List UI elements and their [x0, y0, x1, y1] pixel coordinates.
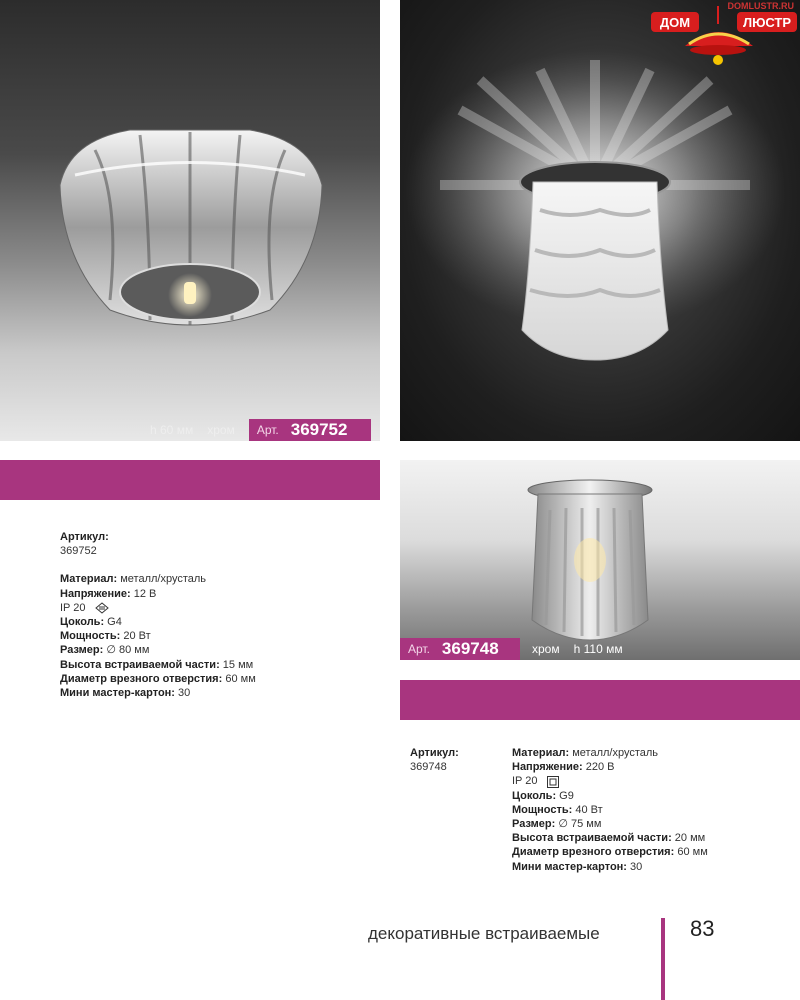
embed-height-label: Высота встраиваемой части:: [512, 832, 672, 845]
power-label: Мощность:: [512, 803, 573, 816]
power-value: 40 Вт: [575, 803, 603, 816]
logo-lamp-icon: [645, 0, 800, 80]
article-label: Артикул:: [60, 531, 109, 543]
carton-label: Мини мастер-картон:: [60, 687, 175, 700]
voltage-label: Напряжение:: [512, 761, 583, 774]
socket-label: Цоколь:: [512, 789, 557, 802]
color-label: хром: [532, 642, 560, 656]
product-caption-369752: [150, 419, 380, 441]
section-title: декоративные встраиваемые: [368, 924, 600, 943]
logo-url-text: DOMLUSTR.RU: [727, 1, 794, 11]
material-label: Материал:: [60, 573, 118, 586]
logo-word-right: ЛЮСТР: [742, 15, 792, 30]
brand-logo: [645, 0, 800, 80]
accent-bar-369748: [400, 680, 800, 720]
size-label: Размер:: [60, 644, 104, 657]
ip-rating: IP 20: [60, 601, 86, 614]
product-caption-369748: [400, 638, 800, 660]
socket-value: G4: [107, 616, 122, 629]
footer-divider: [661, 918, 665, 1000]
article-badge-number: 369752: [290, 420, 348, 439]
article-badge: [400, 638, 520, 660]
socket-label: Цоколь:: [60, 616, 105, 629]
hole-diameter-label: Диаметр врезного отверстия:: [60, 672, 223, 685]
height-label: h 110 мм: [573, 642, 623, 656]
material-value: металл/хрусталь: [572, 747, 659, 759]
color-label: хром: [207, 423, 235, 437]
article-badge-label: Арт.: [256, 423, 279, 437]
spec-list-369748: [512, 746, 708, 874]
carton-value: 30: [630, 860, 643, 873]
size-label: Размер:: [512, 818, 556, 831]
crystal-lamp-illustration: [0, 0, 380, 441]
article-label: Артикул:: [410, 747, 459, 759]
embed-height-value: 15 мм: [222, 658, 254, 671]
power-value: 20 Вт: [123, 630, 151, 643]
protection-class-iii-icon: [95, 602, 109, 614]
product-photo-369752: [0, 0, 380, 441]
ip-rating: IP 20: [512, 775, 538, 788]
hole-diameter-label: Диаметр врезного отверстия:: [512, 846, 675, 859]
hole-diameter-value: 60 мм: [225, 672, 256, 685]
crystal-column-lamp-illustration: [400, 460, 800, 660]
carton-value: 30: [178, 687, 191, 700]
logo-word-left: ДОМ: [659, 15, 691, 30]
voltage-value: 12 В: [133, 587, 157, 600]
article-badge-label: Арт.: [408, 642, 430, 656]
embed-height-value: 20 мм: [674, 832, 706, 845]
page-number: 83: [690, 916, 715, 941]
material-value: металл/хрусталь: [120, 573, 207, 586]
carton-label: Мини мастер-картон:: [512, 860, 627, 873]
material-label: Материал:: [512, 747, 570, 759]
height-label: h 60 мм: [150, 423, 194, 437]
voltage-label: Напряжение:: [60, 587, 131, 600]
embed-height-label: Высота встраиваемой части:: [60, 658, 220, 671]
spec-list-369752: [60, 530, 256, 700]
article-value: 369752: [60, 545, 97, 558]
article-value: 369748: [410, 761, 447, 774]
socket-value: G9: [559, 789, 574, 802]
hole-diameter-value: 60 мм: [677, 846, 708, 859]
product-photo-369748: [400, 460, 800, 660]
power-label: Мощность:: [60, 630, 121, 643]
protection-class-ii-icon: [547, 776, 559, 788]
size-value: ∅ 80 мм: [106, 644, 150, 657]
article-badge-number: 369748: [441, 639, 499, 658]
article-badge: [249, 419, 371, 441]
spec-article-369748: [410, 746, 459, 774]
accent-bar-369752: [0, 460, 380, 500]
size-value: ∅ 75 мм: [558, 818, 602, 831]
voltage-value: 220 В: [585, 761, 615, 774]
